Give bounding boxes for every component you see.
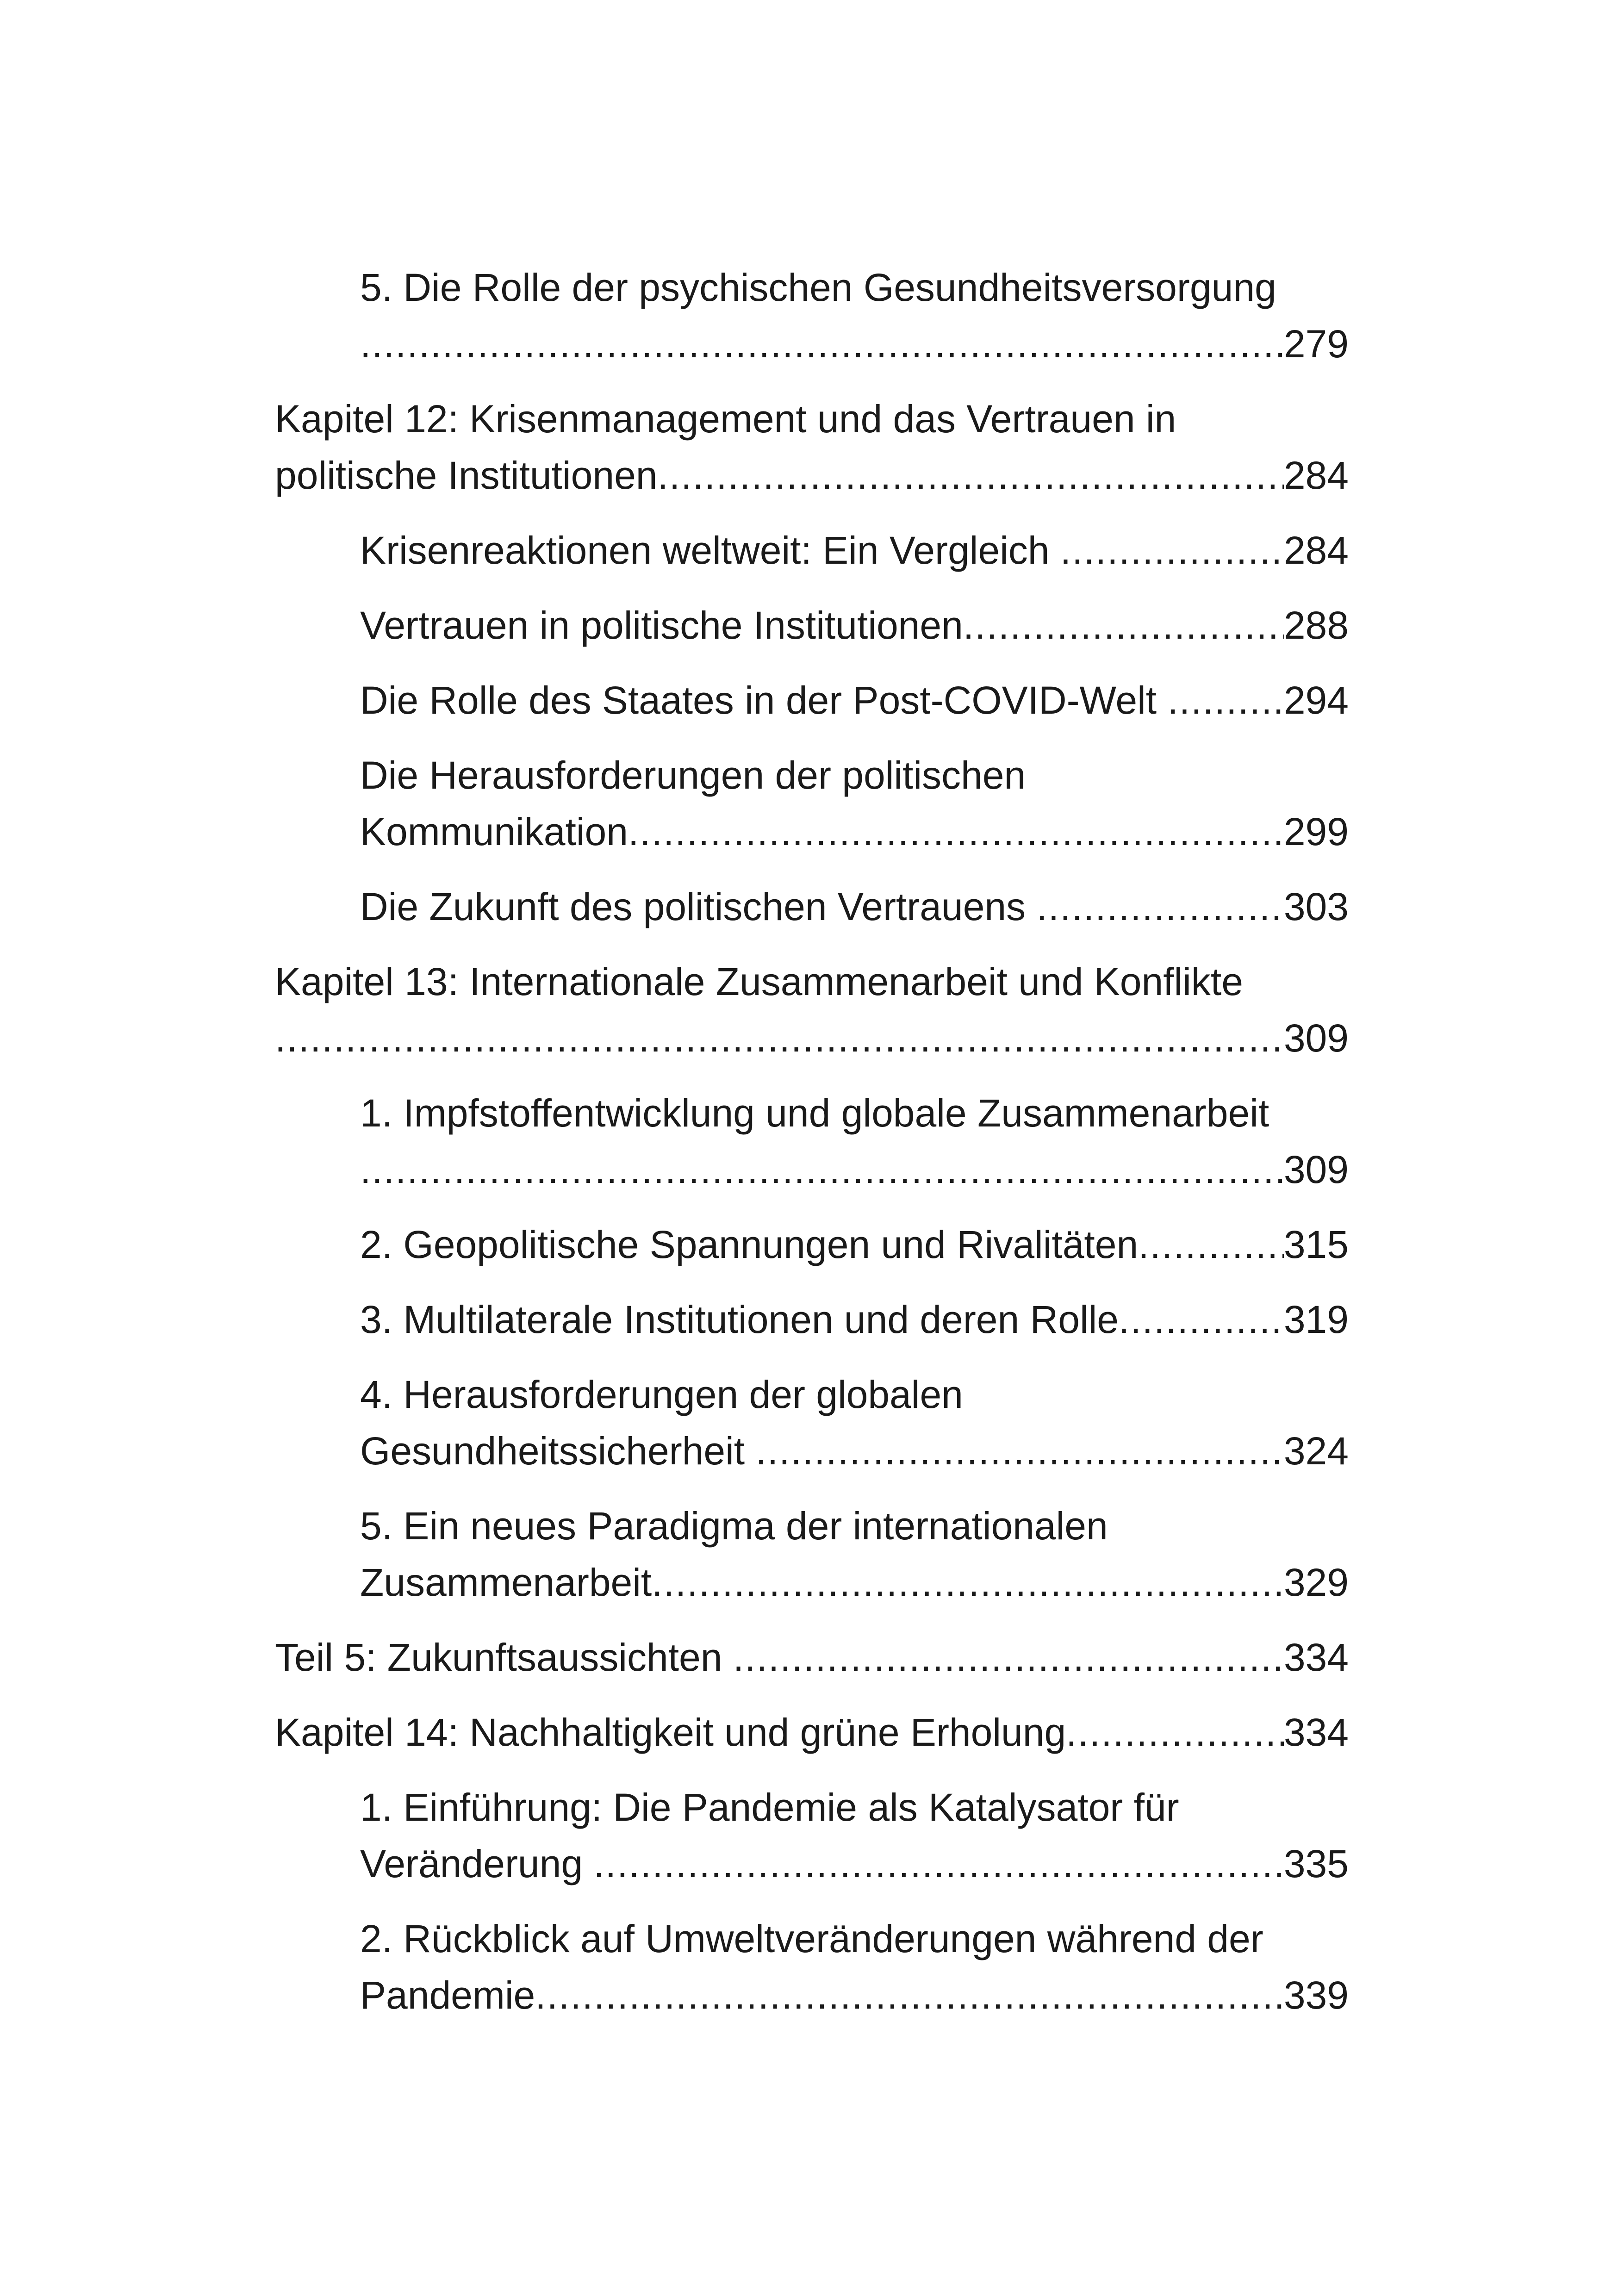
toc-entry[interactable] — [275, 259, 1349, 372]
dot-leader — [1167, 672, 1283, 728]
toc-entry-title-line: 2. Rückblick auf Umweltveränderungen während der — [360, 1917, 1263, 1960]
dot-leader — [275, 1010, 1284, 1066]
toc-entry-leader-line — [360, 1291, 1349, 1348]
toc-entry-page-number: 335 — [1283, 1842, 1349, 1885]
toc-entry-title-line: 1. Impfstoffentwicklung und globale Zusammenarbeit — [360, 1091, 1270, 1135]
toc-entry[interactable] — [275, 1085, 1349, 1198]
toc-entry-title-line: Kapitel 12: Krisenmanagement und das Vertrauen in — [275, 397, 1176, 441]
toc-entry-title: Kommunikation — [360, 810, 628, 853]
toc-entry[interactable] — [275, 953, 1349, 1066]
toc-entry[interactable] — [275, 522, 1349, 579]
toc-entry-leader-line — [360, 1423, 1349, 1479]
toc-entry-title: 3. Multilaterale Institutionen und deren Rolle — [360, 1298, 1119, 1341]
toc-entry-page-number: 284 — [1283, 529, 1349, 572]
toc-entry-title: Zusammenarbeit — [360, 1561, 652, 1604]
toc-entry[interactable] — [275, 1629, 1349, 1686]
toc-entry-leader-line — [360, 597, 1349, 653]
toc-entry-page-number: 294 — [1283, 678, 1349, 722]
toc-entry-page-number: 288 — [1283, 604, 1349, 647]
dot-leader — [1036, 878, 1283, 935]
toc-entry-leader-line — [275, 1629, 1349, 1686]
toc-entry-page-number: 315 — [1283, 1223, 1349, 1266]
toc-entry-leader-line — [360, 1554, 1349, 1611]
toc-entry-page-number: 279 — [1283, 322, 1349, 366]
toc-entry-leader-line — [360, 1141, 1349, 1198]
toc-entry[interactable] — [275, 672, 1349, 728]
dot-leader — [652, 1554, 1284, 1611]
toc-entry-leader-line — [360, 1216, 1349, 1273]
toc-entry[interactable] — [275, 1704, 1349, 1761]
toc-entry-leader-line — [360, 1836, 1349, 1892]
toc-entry-page-number: 334 — [1283, 1636, 1349, 1679]
toc-entry-title: Vertrauen in politische Institutionen — [360, 604, 963, 647]
toc-entry[interactable] — [275, 391, 1349, 504]
toc-entry-leader-line — [360, 522, 1349, 579]
toc-entry[interactable] — [275, 747, 1349, 860]
toc-entry[interactable] — [275, 1910, 1349, 2023]
dot-leader — [963, 597, 1284, 653]
toc-entry-title: Die Zukunft des politischen Vertrauens — [360, 885, 1037, 928]
toc-entry-leader-line — [275, 447, 1349, 504]
dot-leader — [1119, 1291, 1284, 1348]
dot-leader — [360, 316, 1284, 372]
toc-entry-page-number: 299 — [1283, 810, 1349, 853]
dot-leader — [1138, 1216, 1284, 1273]
dot-leader — [755, 1423, 1283, 1479]
dot-leader — [1066, 1704, 1284, 1761]
toc-entry-title: 2. Geopolitische Spannungen und Rivalitäten — [360, 1223, 1139, 1266]
dot-leader — [658, 447, 1284, 504]
toc-entry[interactable] — [275, 1216, 1349, 1273]
dot-leader — [628, 803, 1284, 860]
toc-entry-title-line: Die Herausforderungen der politischen — [360, 753, 1026, 797]
toc-entry[interactable] — [275, 597, 1349, 653]
toc-entry-leader-line — [360, 316, 1349, 372]
toc-entry-page-number: 284 — [1283, 454, 1349, 497]
toc-entry-leader-line — [360, 878, 1349, 935]
dot-leader — [360, 1141, 1284, 1198]
toc-entry-title: Veränderung — [360, 1842, 594, 1885]
toc-entry-page-number: 334 — [1283, 1711, 1349, 1754]
table-of-contents — [275, 259, 1349, 2042]
toc-entry-title-line: 4. Herausforderungen der globalen — [360, 1373, 963, 1416]
toc-entry-title: Die Rolle des Staates in der Post-COVID-Welt — [360, 678, 1168, 722]
toc-entry-page-number: 309 — [1283, 1016, 1349, 1060]
toc-entry-leader-line — [360, 672, 1349, 728]
toc-entry-page-number: 339 — [1283, 1973, 1349, 2017]
toc-entry-leader-line — [275, 1704, 1349, 1761]
toc-entry-leader-line — [275, 1010, 1349, 1066]
toc-entry-title-line: Kapitel 13: Internationale Zusammenarbeit und Konflikte — [275, 960, 1243, 1003]
toc-entry-page-number: 319 — [1283, 1298, 1349, 1341]
toc-entry[interactable] — [275, 1498, 1349, 1611]
toc-entry-page-number: 303 — [1283, 885, 1349, 928]
toc-entry-title-line: 5. Ein neues Paradigma der internationalen — [360, 1504, 1108, 1548]
toc-entry-page-number: 324 — [1283, 1429, 1349, 1473]
toc-entry[interactable] — [275, 1366, 1349, 1479]
toc-entry-page-number: 329 — [1283, 1561, 1349, 1604]
dot-leader — [733, 1629, 1284, 1686]
dot-leader — [1060, 522, 1284, 579]
toc-entry-title-line: 1. Einführung: Die Pandemie als Katalysator für — [360, 1786, 1179, 1829]
toc-entry-title: Pandemie — [360, 1973, 535, 2017]
toc-entry-title: Gesundheitssicherheit — [360, 1429, 756, 1473]
toc-entry[interactable] — [275, 1779, 1349, 1892]
toc-entry-leader-line — [360, 803, 1349, 860]
toc-entry-title-line: 5. Die Rolle der psychischen Gesundheitsversorgung — [360, 266, 1276, 309]
toc-entry-title: Teil 5: Zukunftsaussichten — [275, 1636, 733, 1679]
dot-leader — [593, 1836, 1283, 1892]
toc-entry[interactable] — [275, 878, 1349, 935]
toc-entry-title: politische Institutionen — [275, 454, 658, 497]
dot-leader — [535, 1967, 1284, 2023]
toc-entry-leader-line — [360, 1967, 1349, 2023]
toc-entry-page-number: 309 — [1283, 1148, 1349, 1191]
toc-entry[interactable] — [275, 1291, 1349, 1348]
toc-entry-title: Krisenreaktionen weltweit: Ein Vergleich — [360, 529, 1060, 572]
toc-entry-title: Kapitel 14: Nachhaltigkeit und grüne Erholung — [275, 1711, 1066, 1754]
